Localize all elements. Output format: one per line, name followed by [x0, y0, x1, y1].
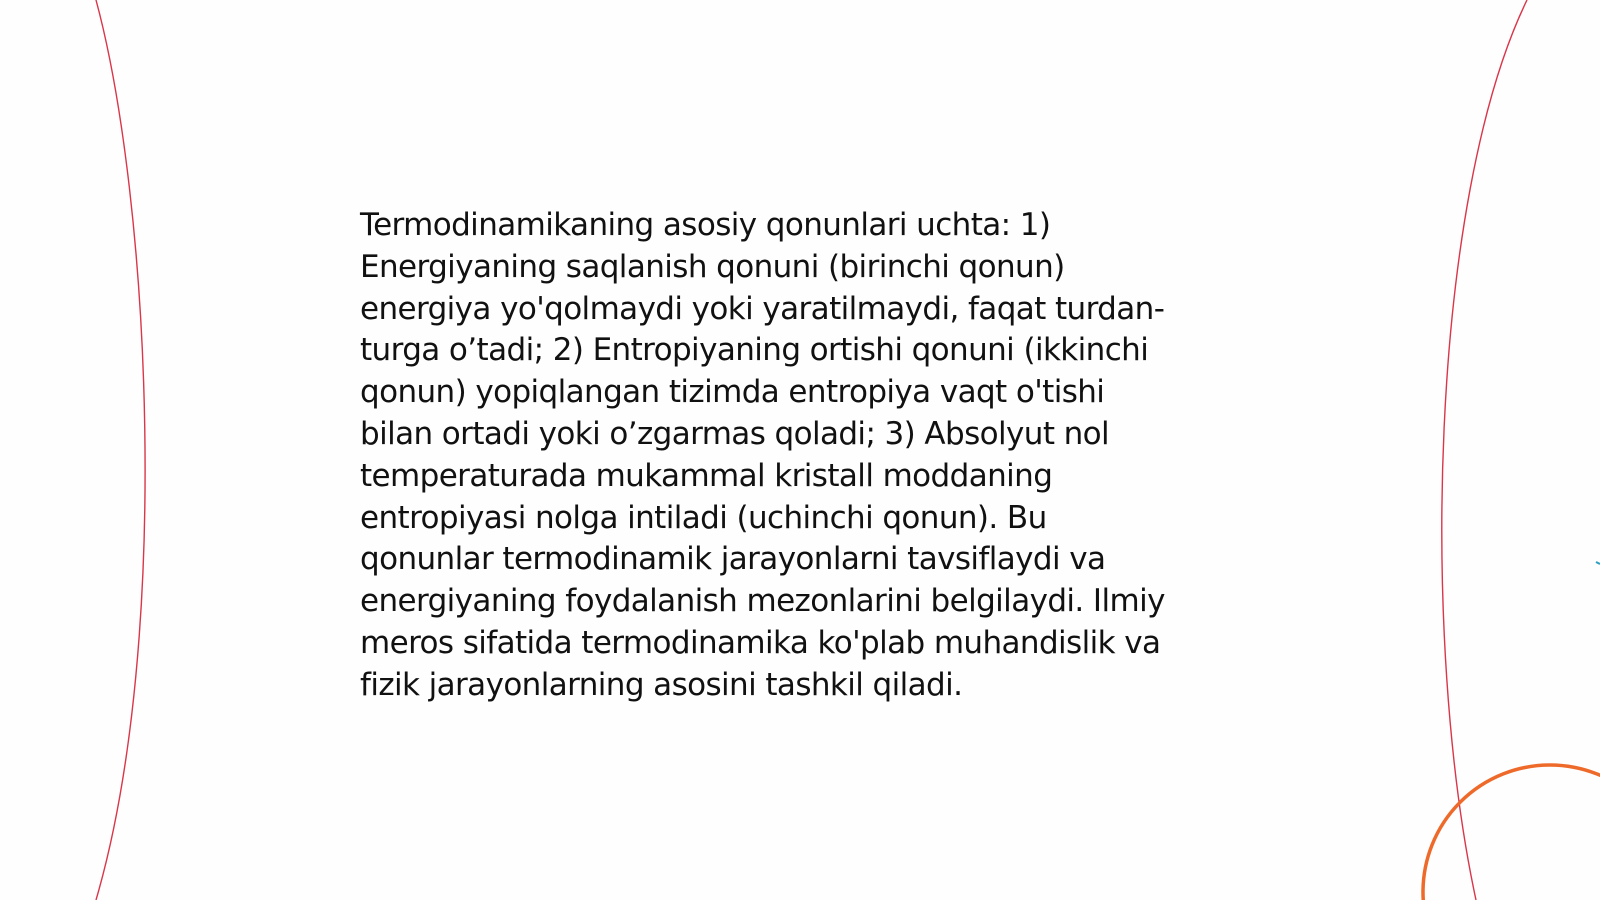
- main-paragraph: [360, 205, 1260, 707]
- orange-circle-outline: [1423, 765, 1600, 900]
- paragraph-line: energiya yo'qolmaydi yoki yaratilmaydi, faqat turdan-: [360, 290, 1165, 327]
- paragraph-line: Energiyaning saqlanish qonuni (birinchi qonun): [360, 248, 1065, 285]
- paragraph-line: energiyaning foydalanish mezonlarini belgilaydi. Ilmiy: [360, 583, 1165, 620]
- small-teal-mark: [1596, 562, 1600, 564]
- paragraph-line: temperaturada mukammal kristall moddaning: [360, 457, 1053, 494]
- right-arc-line: [1442, 0, 1527, 900]
- paragraph-line: qonunlar termodinamik jarayonlarni tavsiflaydi va: [360, 541, 1106, 578]
- paragraph-line: turga o’tadi; 2) Entropiyaning ortishi qonuni (ikkinchi: [360, 332, 1149, 369]
- paragraph-line: bilan ortadi yoki o’zgarmas qoladi; 3) Absolyut nol: [360, 415, 1110, 452]
- paragraph-line: qonun) yopiqlangan tizimda entropiya vaqt o'tishi: [360, 374, 1105, 411]
- paragraph-line: Termodinamikaning asosiy qonunlari uchta: 1): [360, 207, 1051, 243]
- left-arc-line: [96, 0, 145, 900]
- paragraph-line: entropiyasi nolga intiladi (uchinchi qonun). Bu: [360, 499, 1047, 536]
- paragraph-line: meros sifatida termodinamika ko'plab muhandislik va: [360, 624, 1161, 661]
- paragraph-line: fizik jarayonlarning asosini tashkil qiladi.: [360, 666, 963, 703]
